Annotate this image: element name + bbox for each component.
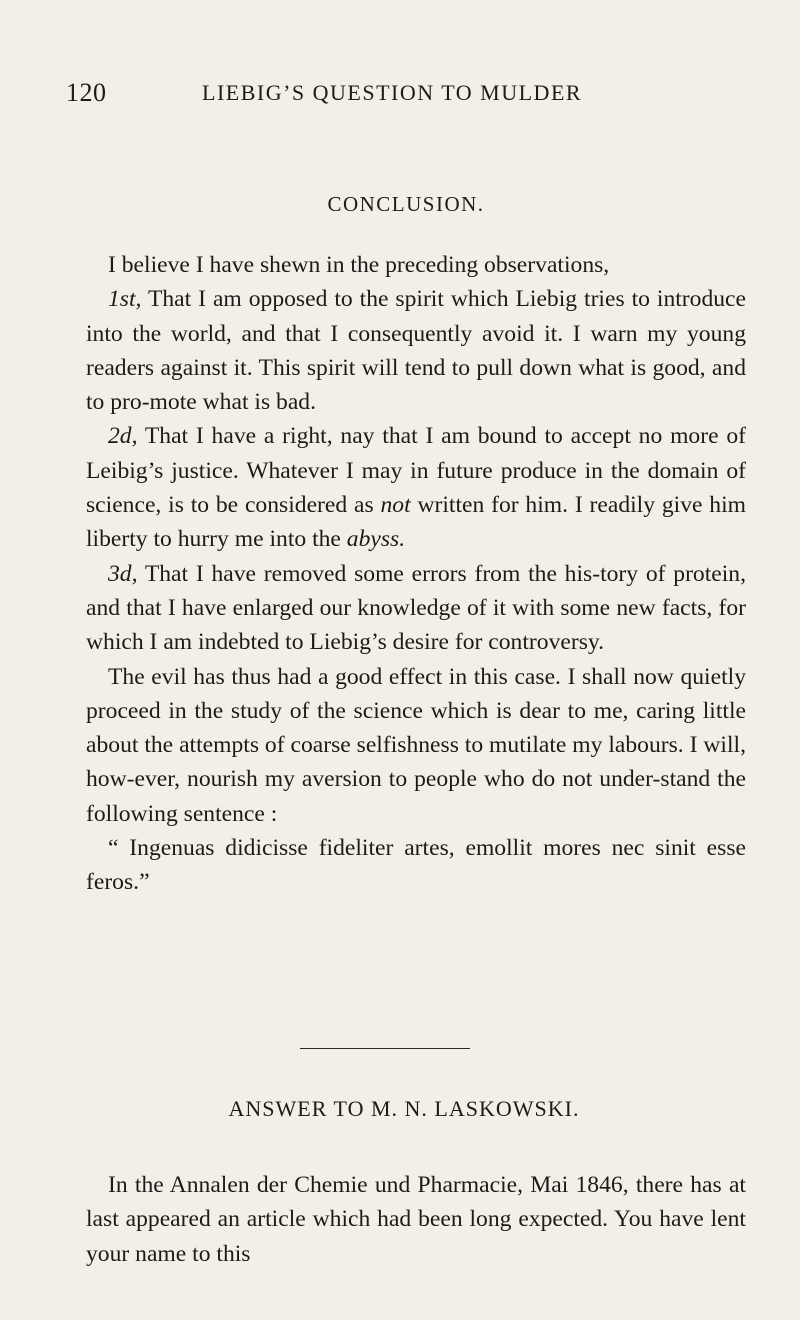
paragraph-text: I believe I have shewn in the preceding observations, xyxy=(108,252,610,278)
paragraph xyxy=(86,282,746,419)
paragraph xyxy=(86,419,746,556)
running-header xyxy=(66,78,746,112)
ordinal: 1st, xyxy=(108,286,142,313)
answer-body xyxy=(86,1168,746,1271)
section-heading-conclusion: CONCLUSION. xyxy=(327,192,485,216)
emphasis: abyss. xyxy=(346,526,406,553)
section-heading-answer: ANSWER TO M. N. LASKOWSKI. xyxy=(228,1096,580,1121)
paragraph-text: In the Annalen der Chemie und Pharmacie, Mai 1846, there has at last appeared an article which had been long expected. You have lent your name to this xyxy=(86,1172,746,1267)
paragraph xyxy=(86,248,746,282)
paragraph xyxy=(86,831,746,900)
page-number: 120 xyxy=(66,78,107,107)
running-title: LIEBIG’S QUESTION TO MULDER xyxy=(202,80,583,105)
paragraph xyxy=(86,1168,746,1271)
conclusion-body xyxy=(86,248,746,900)
ordinal: 3d, xyxy=(108,560,138,587)
paragraph-text: That I have a right, nay that I am bound to accept no more of Leibig’s justice. Whatever I may in future produce in the domain of science, is to be considered as xyxy=(86,423,746,519)
paragraph xyxy=(86,660,746,831)
latin-quotation: “ Ingenuas didicisse fideliter artes, emollit mores nec sinit esse feros.” xyxy=(86,835,746,896)
paragraph xyxy=(86,557,746,660)
emphasis: not xyxy=(380,492,411,519)
paragraph-text: That I have removed some errors from the his-tory of protein, and that I have enlarged our knowledge of it with some new facts, for which I am indebted to Liebig’s desire for controversy. xyxy=(86,560,746,656)
ordinal: 2d, xyxy=(108,423,138,450)
section-divider xyxy=(300,1048,470,1049)
paragraph-text: That I am opposed to the spirit which Liebig tries to introduce into the world, and that I consequently avoid it. I warn my young readers against it. This spirit will tend to pull down what is good, and to pro-mote what is bad. xyxy=(86,286,746,416)
paragraph-text: written for him. I readily give him liberty to hurry me into the xyxy=(86,492,747,553)
paragraph-text: The evil has thus had a good effect in this case. I shall now quietly proceed in the study of the science which is dear to me, caring little about the attempts of coarse selfishness to mutilate my labours. I will, how-ever, nourish my aversion to people who do not under-stand the following sentence : xyxy=(86,663,746,827)
